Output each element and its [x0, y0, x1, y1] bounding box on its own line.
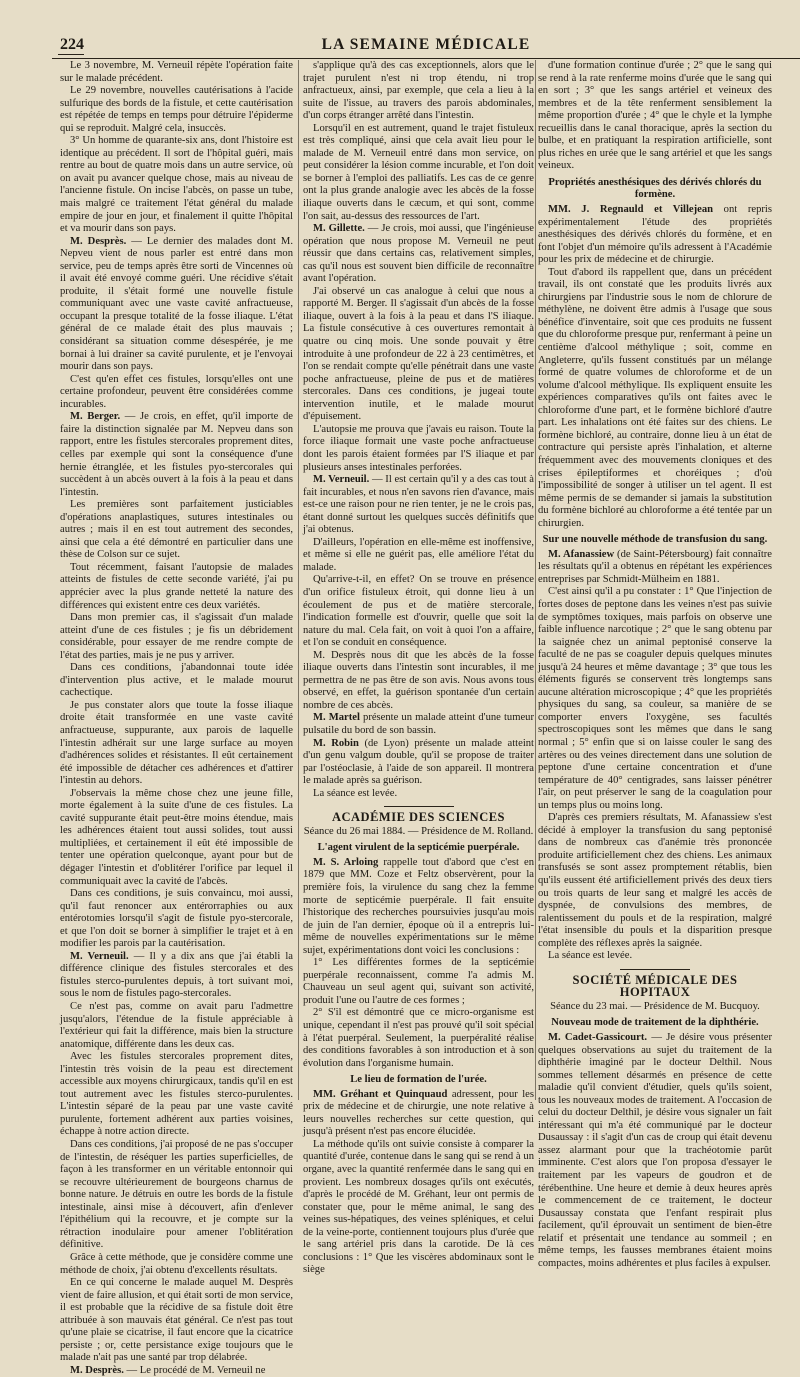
paragraph: Qu'arrive-t-il, en effet? On se trouve en présence d'un orifice fistuleux étroit, qui donne lieu à un écoulement de pus et de matière stercorale, l'indication formelle est d'ouvrir, quelle que soit la nature du mal. Cela fait, on voit à quoi l'on a affaire, et l'on se conduit en conséquence.: [303, 574, 534, 649]
paragraph: Je pus constater alors que toute la fosse iliaque droite était transformée en une vaste cavité anfractueuse, suppurante, aux parois de laquelle l'intestin adhérait sur une large surface au moyen d'adhérences solides et résistantes. Il eût certainement été impossible de détacher ces adhérences et d'attirer l'intestin au dehors.: [60, 699, 293, 787]
column-rule-2: [535, 60, 536, 1100]
paragraph: [538, 1032, 772, 1270]
subsection-title: L'agent virulent de la septicémie puerpérale.: [317, 842, 520, 854]
paragraph: D'ailleurs, l'opération en elle-même est inoffensive, et même si elle ne guérit pas, elle améliore l'état du malade.: [303, 536, 534, 573]
page-number: 224: [60, 36, 84, 53]
paragraph: Tout d'abord ils rappellent que, dans un précédent travail, ils ont constaté que les produits livrés aux chirurgiens par l'industrie sous le nom de chlorure de méthylène, ne doivent être admis à l'usage que sous bénéfice d'inventaire, soit que ces produits ne fussent que du chloroforme presque pur, renfermant à peine un centième d'alcool méthylique ; soit, comme en Angleterre, qu'ils fussent constitués par un mélange formé de quatre volumes de chloroforme et de un volume d'alcool méthylique. Ils expliquent ensuite les expériences comparatives qu'ils ont faites avec le chloroforme d'une part, et le formène bichloré d'autre part. Les inhalations ont été faites sur des chiens. Le formène bichloré, au contraire, donne lieu à un état de contracture qui persiste après l'inhalation, et alterne fréquemment avec des mouvements cloniques et des crises épileptiformes et choréiques ; d'où l'impossibilité de songer à utiliser un tel agent. Il est même permis de se demander si jamais la substitution du formène bichloré au chloroforme a été tentée par un chirurgien.: [538, 266, 772, 529]
column-rule-1: [298, 60, 299, 1100]
section-divider: [384, 806, 454, 807]
paragraph: 1° Les différentes formes de la septicémie puerpérale reconnaissent, comme l'a admis M. Chauveau un seul agent qui, suivant son activité, produit l'une ou l'autre de ces formes ;: [303, 957, 534, 1006]
paragraph: [303, 712, 534, 737]
speaker-name: M. Berger.: [70, 411, 121, 423]
section-divider: [620, 969, 690, 970]
speech-text: (de Lyon) présente un malade atteint d'un genu valgum double, qu'il se propose de traiter par l'ostéoclasie, à l'aide de son appareil. Il montrera le malade après sa guérison.: [303, 737, 534, 787]
paragraph: d'une formation continue d'urée ; 2° que le sang qui se rend à la rate renferme moins d'urée que le sang qui en sort ; 3° que les sangs artériel et veineux des membres et de la tête renferment sensiblement la même proportion d'urée ; 4° que le chyle et la lymphe recueillis dans le canal thoracique, après la section du bulbe, et en pratiquant la respiration artificielle, sont plus riches en urée que le sang artériel et que les sangs veineux.: [538, 60, 772, 172]
speaker-name: M. Cadet-Gassicourt.: [548, 1032, 648, 1044]
paragraph: C'est qu'en effet ces fistules, lorsqu'elles ont une certaine profondeur, peuvent être considérées comme incurables.: [60, 373, 293, 410]
paragraph: Le 29 novembre, nouvelles cautérisations à l'acide sulfurique des bords de la fistule, et cette cautérisation est répétée de temps en temps pour détruire l'épiderme qui se reproduit. Malgré cela, insuccès.: [60, 85, 293, 134]
session-line: Séance du 23 mai. — Présidence de M. Bucquoy.: [550, 1000, 760, 1012]
paragraph: La séance est levée.: [548, 950, 633, 962]
paragraph: Tout récemment, faisant l'autopsie de malades atteints de fistules de cette seconde variété, j'ai pu apprécier avec la plus grande netteté la nature des différences qui existent entre ces deux variétés.: [60, 561, 293, 611]
speech-text: — Il est certain qu'il y a des cas tout à fait incurables, et nous n'en savons rien d'avance, mais est-ce une raison pour ne rien tenter, je ne le crois pas, étant donné surtout les quelques succès définitifs que j'ai obtenus.: [303, 474, 534, 536]
section-heading-societe: SOCIÉTÉ MÉDICALE DES HOPITAUX: [572, 972, 738, 1000]
paragraph: [303, 474, 534, 537]
speaker-name: MM. Gréhant et Quinquaud: [313, 1088, 448, 1100]
speech-text: présente un malade atteint d'une tumeur pulsatile du bord de son bassin.: [303, 712, 534, 736]
page-number-underline: [58, 54, 84, 55]
paragraph: Dans ces conditions, je suis convaincu, moi aussi, qu'il faut renoncer aux entérorraphies ou aux entérotomies lorsqu'il s'agit de fistule pyo-stercorale, et que l'on doit se borner à simplifier le trajet et à en modifier les parois par la cautérisation.: [60, 888, 293, 950]
paragraph: Dans ces conditions, j'abandonnai toute idée d'intervention plus active, et le malade mourut cachectique.: [60, 662, 293, 699]
paragraph: M. Desprès nous dit que les abcès de la fosse iliaque ouverts dans l'intestin sont incurables, il me permettra de ne pas être de son avis. Nous avons tous observé, en effet, la guérison spontanée d'un certain nombre de ces abcès.: [303, 649, 534, 711]
speaker-name: M. Desprès.: [70, 235, 127, 247]
paragraph: [303, 223, 534, 286]
paragraph: Ce n'est pas, comme on avait paru l'admettre jusqu'alors, l'étendue de la fistule appréciable à l'extérieur qui fait la différence, mais bien la structure anatomique, différente dans les deux cas.: [60, 1001, 293, 1050]
paragraph: [60, 411, 293, 499]
speaker-name: M. Verneuil.: [313, 474, 370, 486]
paragraph: Dans mon premier cas, il s'agissait d'un malade atteint d'une de ces fistules ; je fis un débridement considérable, pour essayer de me rendre compte de l'état des parties, mais je ne pus y arriver.: [60, 612, 293, 661]
speaker-name: M. Verneuil.: [70, 950, 129, 962]
speech-text: — Je désire vous présenter quelques observations au sujet du traitement de la diphthérie imaginé par le docteur Delthil. Nous sommes tellement désarmés en présence de cette maladie qu'il convient d'étudier, quels qu'ils soient, tous les nouveaux modes de traitement. A l'occasion de celui du docteur Delthil, je désire vous signaler un fait intéressant qui m'a été communiqué par le docteur Dusaussay : il s'agit d'un cas de croup qui était devenu assez alarmant pour que la trachéotomie parût imminente. C'est alors que l'on proposa d'essayer le traitement par les vapeurs de goudron et de térébenthine. Une heure et demie à deux heures après le commencement de ce traitement, le docteur Dusaussay constata que l'enfant respirait plus facilement, qu'il éprouvait un sentiment de bien-être relatif et présentait une tendance au sommeil ; en même temps, les fausses membranes étaient moins compactes, moins adhérentes et plus faciles à expulser.: [538, 1032, 772, 1269]
speaker-name: MM. J. Regnauld et Villejean: [548, 204, 714, 216]
paragraph: En ce qui concerne le malade auquel M. Desprès vient de faire allusion, et qui était sorti de mon service, il est probable que la récidive de sa fistule doit être attribuée à son mauvais état général. Ce n'est pas tout qu'une plaie se cicatrise, il faut encore que la cicatrice persiste ; or, cette persistance exige toujours que le malade n'ait pas une santé par trop délabrée.: [60, 1277, 293, 1364]
speech-text: — Le dernier des malades dont M. Nepveu vient de nous parler est entré dans mon service, peu de temps après être sorti de Vincennes où il avait été envoyé comme guéri. Une récidive s'était produite, il s'était formé une nouvelle fistule communiquant avec une vaste cavité anfractueuse, occupant la presque totalité de la fosse iliaque. L'état général de ce malade était des plus mauvais ; considérant sa situation comme désespérée, je me bornai à lui drainer sa cavité purulente, et je l'envoyai mourir dans son pays.: [60, 235, 293, 373]
paragraph: La méthode qu'ils ont suivie consiste à comparer la quantité d'urée, contenue dans le sang qui se rend à un organe, avec la quantité renfermée dans le sang qui en provient. Les nombreux dosages qu'ils ont exécutés, d'après le procédé de M. Gréhant, leur ont permis de constater que, pour le même animal, le sang des veines sus-hépatiques, des veines spléniques, et celui de la veine-porte, contiennent toujours plus d'urée que le sang artériel pris dans la carotide. De là ces conclusions : 1° Que les viscères abdominaux sont le siège: [303, 1138, 534, 1276]
column-1: [60, 60, 293, 1376]
speech-text: — Je crois, moi aussi, que l'ingénieuse opération que nous propose M. Verneuil ne peut réussir que dans certains cas, relativement simples, cas qu'il nous est souvent bien difficile de reconnaître avant l'opération.: [303, 223, 534, 285]
speech-text: (de Saint-Pétersbourg) fait connaître les résultats qu'il a obtenus en répétant les expériences entreprises par Schmidt-Mülheim en 1881.: [538, 548, 772, 585]
paragraph: C'est ainsi qu'il a pu constater : 1° Que l'injection de fortes doses de peptone dans les veines n'est pas suivie de symptômes toxiques, mais parfois on observe une faible influence narcotique ; 2° que le sang obtenu par la saignée chez un animal peptonisé conserve la faculté de ne pas se coaguler depuis quelques minutes jusqu'à 24 heures et même davantage ; 3° que tous les éléments figurés se conservent très longtemps sans aucune altération microscopique ; 4° que les propriétés physiques du sang, sa couleur, sa manière de se comporter envers l'oxygène, ses facultés spectroscopiques sont les mêmes que dans le sang normal ; 5° enfin que si on laisse couler le sang des artères ou des veines directement dans une solution de peptone d'une certaine concentration et d'une température de 40° centigrades, sans laisser pénétrer l'air, on peut préserver le sang de la coagulation pour un temps plus ou moins long.: [538, 586, 772, 811]
speaker-name: M. Gillette.: [313, 223, 365, 235]
speech-text: rappelle tout d'abord que c'est en 1879 que MM. Coze et Feltz observèrent, pour la première fois, la virulence du sang chez la femme morte de septicémie puerpérale. Il fait ensuite l'historique des recherches poursuivies jusqu'au mois de juin de l'an dernier, époque où il a entrepris lui-même de nouvelles expérimentations sur le même sujet, expérimentations dont voici les conclusions :: [303, 856, 534, 956]
paragraph: L'autopsie me prouva que j'avais eu raison. Toute la force iliaque formait une vaste poche anfractueuse dont les parois étaient formées par l'S iliaque et par plusieurs anses intestinales perforées.: [303, 423, 534, 473]
section-heading-academie: ACADÉMIE DES SCIENCES: [331, 810, 506, 825]
speaker-name: M. Desprès.: [70, 1364, 124, 1376]
subsection-title: Nouveau mode de traitement de la diphthérie.: [551, 1017, 759, 1029]
page-header: [52, 32, 800, 59]
paragraph: Lorsqu'il en est autrement, quand le trajet fistuleux est très compliqué, ainsi que cela avait lieu pour le malade de M. Verneuil entré dans mon service, on peut considérer la lésion comme incurable, et l'on doit se borner à l'emploi des palliatifs. Les cas de ce genre ont la plus grande analogie avec les abcès de la fosse iliaque ouverts dans le cæcum, et qui sont, comme l'on sait, au-dessus des ressources de l'art.: [303, 122, 534, 222]
paragraph: J'ai observé un cas analogue à celui que nous a rapporté M. Berger. Il s'agissait d'un abcès de la fosse iliaque, ouvert à la fois à la peau et dans l'S iliaque. La fistule consécutive à ces ouvertures remontait à quatre ou cinq mois. Une sonde pouvait y être introduite à une profondeur de 22 à 23 centimètres, et l'on se rendait compte qu'elle pénétrait dans une vaste poche anfractueuse, pleine de pus et de matières stercorales. Dans ces conditions, je jugeai toute intervention inutile, et le malade mourut d'épuisement.: [303, 285, 534, 423]
speaker-name: M. Afanassiew: [548, 548, 615, 560]
paragraph: Avec les fistules stercorales proprement dites, l'intestin très voisin de la peau est directement accessible aux moyens chirurgicaux, tandis qu'il en est tout autrement avec les fistules sterco-purulentes. L'intestin séparé de la peau par une vaste cavité purulente, fortement adhérent aux parties voisines, échappe à notre action directe.: [60, 1051, 293, 1138]
paragraph: Dans ces conditions, j'ai proposé de ne pas s'occuper de l'intestin, de réséquer les parties superficielles, de façon à les transformer en un véritable entonnoir qui se recouvre ultérieurement de bourgeons charnus de bonne nature. Je détruis en outre les bords de la fistule intestinale, ainsi mise à découvert, afin d'enlever l'épithélium qui la recouvre, et je compte sur la rétraction inodulaire pour amener l'oblitération définitive.: [60, 1139, 293, 1251]
speech-text: — Je crois, en effet, qu'il importe de faire la distinction signalée par M. Nepveu dans son rapport, entre les fistules stercorales proprement dites, celles par exemple qui sont la conséquence d'une hernie étranglée, et les fistules pyo-stercorales qui succèdent à un abcès ouvert à la fois à la peau et dans l'intestin.: [60, 411, 293, 498]
paragraph: [303, 1089, 534, 1139]
paragraph: [60, 236, 293, 374]
paragraph: Les premières sont parfaitement justiciables d'opérations anaplastiques, sutures intestinales ou autres ; mais il en est tout autrement des secondes, ainsi que cela a été démontré en particulier dans une thèse de Colson sur ce sujet.: [60, 499, 293, 561]
paragraph: Grâce à cette méthode, que je considère comme une méthode de choix, j'ai obtenu d'excellents résultats.: [60, 1251, 293, 1276]
paragraph: La séance est levée.: [313, 787, 398, 799]
speaker-name: M. S. Arloing: [313, 856, 379, 868]
paragraph: 2° S'il est démontré que ce micro-organisme est unique, cependant il n'est pas prouvé qu'il soit spécial à l'état puerpéral. Seulement, la puerpéralité réalise des conditions favorables à son introduction et à son évolution dans l'organisme humain.: [303, 1007, 534, 1069]
paragraph: [538, 549, 772, 587]
subsection-title: Propriétés anesthésiques des dérivés chlorés du formène.: [548, 176, 762, 201]
speaker-name: M. Robin: [313, 737, 359, 749]
column-3: [538, 60, 772, 1269]
running-title: LA SEMAINE MÉDICALE: [321, 36, 531, 53]
paragraph: 3° Un homme de quarante-six ans, dont l'histoire est identique au précédent. Il sort de l'hôpital guéri, mais rentre au bout de quatre mois dans un autre service, où on avait pu avancer quelque chose, mais au niveau de l'ancienne fistule. On incise l'abcès, on passe un tube, mais malgré ce traitement l'état général du malade empire de jour en jour, et finalement il quitte l'hôpital et va mourir dans son pays.: [60, 135, 293, 235]
paragraph: J'observais la même chose chez une jeune fille, morte également à la suite d'une de ces fistules. La cavité suppurante était peut-être moins étendue, mais les adhérences étaient tout aussi solides, tout aussi multipliées, et certainement il eût été impossible de tenter une opération quelconque, ayant pour but de dégager l'intestin et d'oblitérer l'orifice par lequel il communiquait avec la cavité de l'abcès.: [60, 787, 293, 887]
paragraph: [303, 857, 534, 957]
paragraph: [303, 738, 534, 788]
speaker-name: M. Martel: [313, 712, 360, 724]
paragraph: s'applique qu'à des cas exceptionnels, alors que le trajet purulent n'est ni trop étendu, ni trop anfractueux, ainsi, par exemple, que cela a lieu à la suite de l'issue, au travers des parois abdominales, d'un corps étranger arrêté dans l'intestin.: [303, 60, 534, 122]
column-2: [303, 60, 535, 1276]
session-line: Séance du 26 mai 1884. — Présidence de M. Rolland.: [303, 825, 534, 837]
speech-text: adressent, pour les prix de médecine et de chirurgie, une note relative à leurs nouvelles recherches sur cette question, qui jusqu'à présent n'est pas encore élucidée.: [303, 1088, 535, 1138]
speech-text: ont repris expérimentalement l'étude des propriétés anesthésiques des dérivés chlorés du formène, et en font l'objet d'un mémoire qu'ils adressent à l'Académie pour les prix de médecine et de chirurgie.: [538, 204, 772, 266]
speech-text: — Le procédé de M. Verneuil ne: [123, 1364, 266, 1376]
paragraph: D'après ces premiers résultats, M. Afanassiew s'est décidé à employer la transfusion du sang peptonisé dans de nombreux cas d'anémie très prononcée produite artificiellement chez des chiens. Les animaux transfusés se sont assez promptement rétablis, bien qu'ils eussent été artificiellement privés des deux tiers ou trois quarts de leur sang et malgré les accès de dyspnée, de convulsions des membres, de ralentissement du pouls et de la respiration, malgré l'état insensible du pouls et la disparition presque complète des réflexes après la saignée.: [538, 812, 772, 949]
subsection-title: Sur une nouvelle méthode de transfusion du sang.: [542, 534, 768, 546]
paragraph: [538, 204, 772, 267]
subsection-title: Le lieu de formation de l'urée.: [350, 1074, 487, 1086]
paragraph: [60, 951, 293, 1001]
speech-text: — Il y a dix ans que j'ai établi la différence clinique des fistules stercorales et des fistules sterco-purulentes depuis, à tort suivant moi, sous le nom de fistules pago-stercorales.: [60, 950, 293, 1000]
paragraph: Le 3 novembre, M. Verneuil répète l'opération faite sur le malade précédent.: [60, 60, 293, 84]
paragraph: [60, 1365, 293, 1377]
